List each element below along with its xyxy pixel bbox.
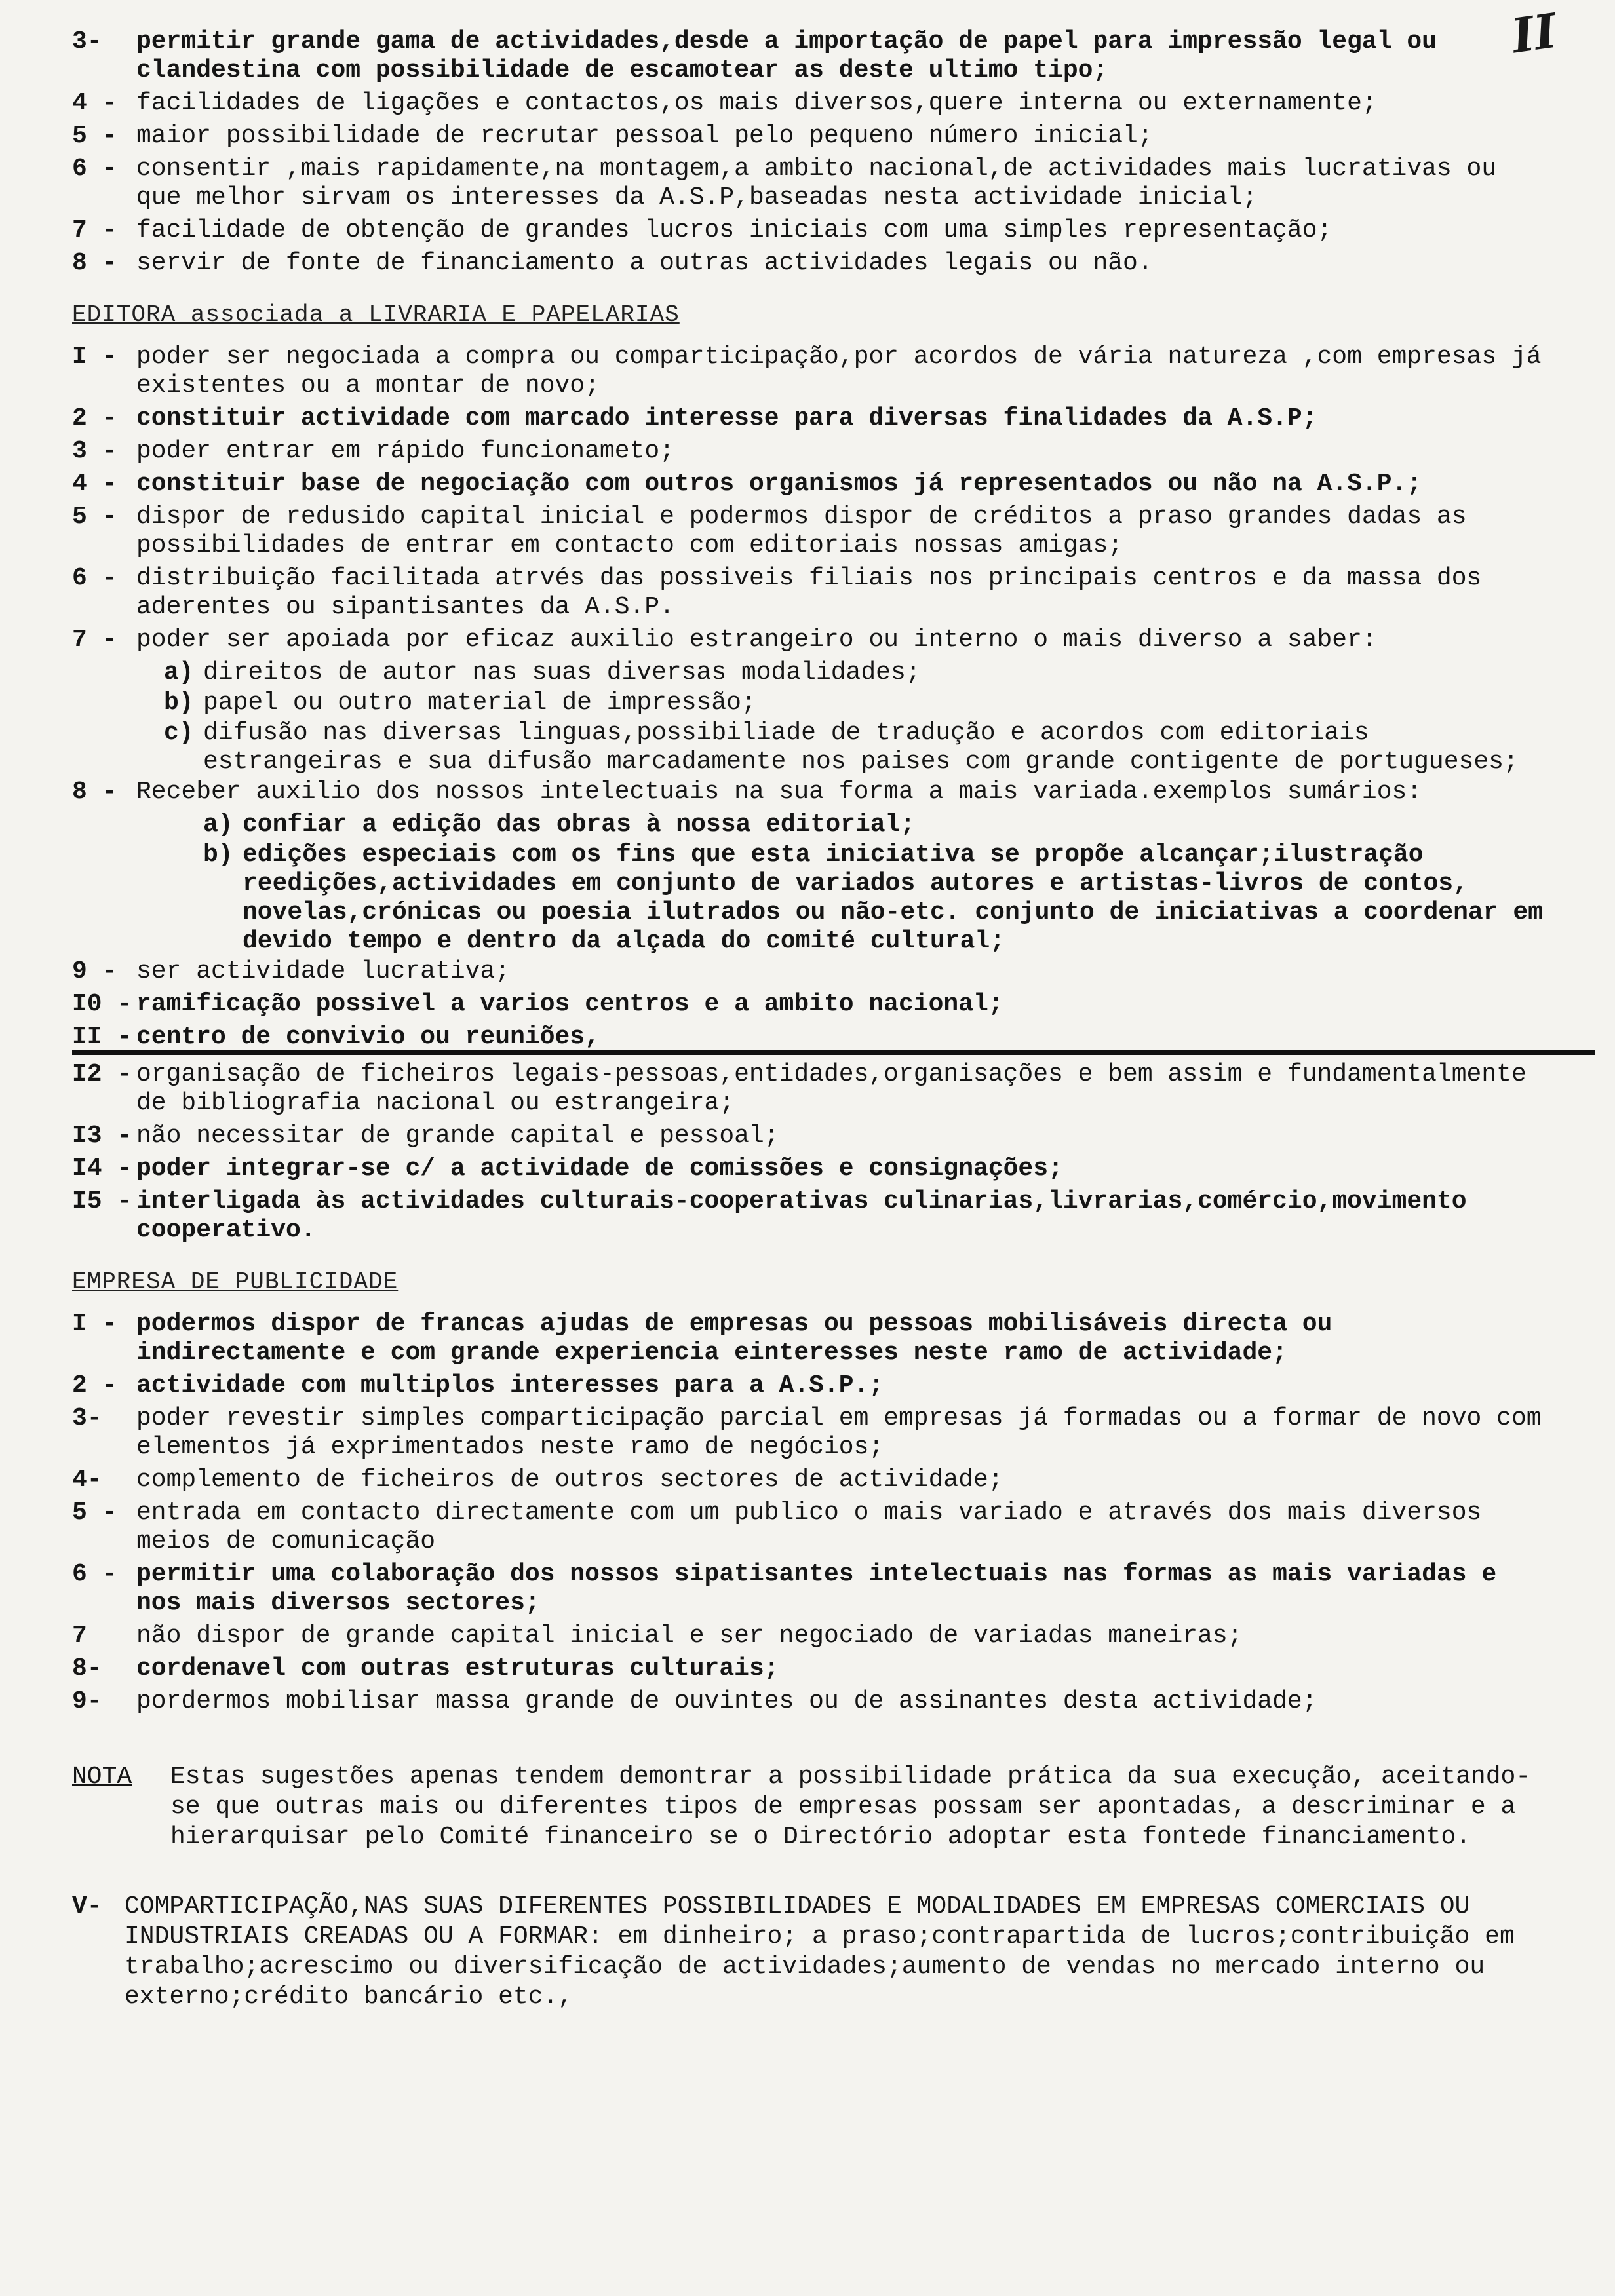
list-item: [72, 404, 1556, 433]
item-number: 8 -: [72, 249, 117, 277]
item-number: 6 -: [72, 564, 117, 592]
item-text: dispor de redusido capital inicial e podermos dispor de créditos a praso grandes dadas as possibilidades de entrar em contacto com editoriais nossas amigas;: [136, 503, 1467, 560]
list-item: [72, 1060, 1556, 1118]
list-item: [72, 1622, 1556, 1651]
item-number: 7 -: [72, 216, 117, 244]
nota-label: NOTA: [72, 1763, 132, 1791]
sub-text: difusão nas diversas linguas,possibiliade de tradução e acordos com editoriais estrangeiras e sua difusão marcadamente nos paises com grande contigente de portugueses;: [203, 719, 1519, 776]
item-text: distribuição facilitada atrvés das possiveis filiais nos principais centros e da massa dos aderentes ou sipantisantes da A.S.P.: [136, 564, 1482, 621]
list-item: [72, 1155, 1556, 1183]
list-item: [72, 1187, 1556, 1245]
list-item: [72, 1371, 1556, 1400]
list-item: [72, 1122, 1556, 1151]
item-number: 4 -: [72, 470, 117, 498]
item-number: 5 -: [72, 122, 117, 150]
item-number: I2 -: [72, 1060, 132, 1088]
item-number: I -: [72, 343, 117, 371]
item-text: pordermos mobilisar massa grande de ouvintes ou de assinantes desta actividade;: [136, 1687, 1317, 1715]
sub-label: b): [164, 689, 194, 717]
item-text: podermos dispor de francas ajudas de empresas ou pessoas mobilisáveis directa ou indirectamente e com grande experiencia einteresses neste ramo de actividade;: [136, 1310, 1333, 1367]
list-item: [72, 249, 1556, 278]
item-number: 9 -: [72, 957, 117, 985]
list-item: [72, 778, 1556, 807]
item-text: não dispor de grande capital inicial e ser negociado de variadas maneiras;: [136, 1622, 1243, 1650]
item-number: II -: [72, 1023, 132, 1051]
item-text: permitir grande gama de actividades,desde a importação de papel para impressão legal ou clandestina com possibilidade de escamotear as deste ultimo tipo;: [136, 28, 1437, 85]
list-item: [72, 564, 1556, 622]
list-item: [72, 122, 1556, 151]
list-item: [72, 503, 1556, 560]
sub-label: b): [203, 841, 233, 869]
publicidade-section: [72, 1269, 1556, 1716]
list-item: [72, 1310, 1556, 1368]
item-text: Receber auxilio dos nossos intelectuais na sua forma a mais variada.exemplos sumários:: [136, 778, 1422, 806]
item-number: 4 -: [72, 89, 117, 117]
list-item: [72, 1560, 1556, 1618]
item-number: 3-: [72, 1404, 102, 1432]
item-text: servir de fonte de financiamento a outras actividades legais ou não.: [136, 249, 1153, 277]
item-text: complemento de ficheiros de outros sectores de actividade;: [136, 1466, 1003, 1494]
sub-item: [72, 659, 1556, 687]
page-marker: II: [1508, 2, 1560, 64]
section-v-text: COMPARTICIPAÇÃO,NAS SUAS DIFERENTES POSSIBILIDADES E MODALIDADES EM EMPRESAS COMERCIAIS OU INDUSTRIAIS CREADAS OU A FORMAR: em dinheiro; a praso;contrapartida de lucros;contribuição em trabalho;acrescimo ou diversificação de actividades;aumento de vendas no mercado interno ou externo;crédito bancário etc.,: [125, 1892, 1515, 2011]
item-number: 3 -: [72, 437, 117, 465]
list-item: [72, 957, 1556, 986]
item-text: poder integrar-se c/ a actividade de comissões e consignações;: [136, 1155, 1063, 1183]
item-number: 3-: [72, 28, 102, 56]
item-text: poder ser apoiada por eficaz auxilio estrangeiro ou interno o mais diverso a saber:: [136, 626, 1377, 654]
item-text: constituir base de negociação com outros organismos já representados ou não na A.S.P.;: [136, 470, 1422, 498]
item-text: facilidades de ligações e contactos,os mais diversos,quere interna ou externamente;: [136, 89, 1377, 117]
sub-item: [72, 689, 1556, 718]
section-v-label: V-: [72, 1892, 102, 1921]
item-number: 9-: [72, 1687, 102, 1715]
item-text: ramificação possivel a varios centros e a ambito nacional;: [136, 990, 1003, 1018]
item-number: I0 -: [72, 990, 132, 1018]
item-number: 4-: [72, 1466, 102, 1494]
item-text: organisação de ficheiros legais-pessoas,entidades,organisações e bem assim e fundamentalmente de bibliografia nacional ou estrangeira;: [136, 1060, 1527, 1117]
list-item: [72, 155, 1556, 212]
item-number: 5 -: [72, 503, 117, 531]
nota-text: Estas sugestões apenas tendem demontrar a possibilidade prática da sua execução, aceitando-se que outras mais ou diferentes tipos de empresas possam ser apontadas, a descriminar e a hierarquisar pelo Comité financeiro se o Directório adoptar esta fontede financiamento.: [170, 1763, 1531, 1851]
list-item: [72, 437, 1556, 466]
item-number: I5 -: [72, 1187, 132, 1215]
list-item: [72, 1023, 1556, 1052]
list-item: [72, 28, 1556, 85]
sub-text: direitos de autor nas suas diversas modalidades;: [203, 659, 921, 687]
item-number: 2 -: [72, 1371, 117, 1400]
list-item: [72, 990, 1556, 1019]
sub-text: confiar a edição das obras à nossa editorial;: [243, 811, 916, 839]
list-item: [72, 89, 1556, 118]
item-text: poder ser negociada a compra ou comparticipação,por acordos de vária natureza ,com empresas já existentes ou a montar de novo;: [136, 343, 1542, 400]
item-text: não necessitar de grande capital e pessoal;: [136, 1122, 779, 1150]
section-heading: EMPRESA DE PUBLICIDADE: [72, 1269, 399, 1295]
item-text: constituir actividade com marcado interesse para diversas finalidades da A.S.P;: [136, 404, 1317, 432]
item-text: actividade com multiplos interesses para a A.S.P.;: [136, 1371, 884, 1400]
sub-text: papel ou outro material de impressão;: [203, 689, 756, 717]
list-item: [72, 343, 1556, 400]
item-text: cordenavel com outras estruturas culturais;: [136, 1655, 779, 1683]
divider-line: [72, 1050, 1595, 1055]
sub-text: edições especiais com os fins que esta iniciativa se propõe alcançar;ilustração reedições,actividades em conjunto de variados autores e artistas-livros de contos, novelas,crónicas ou poesia ilutrados ou não-etc. conjunto de iniciativas a coordenar em devido tempo e dentro da alçada do comité cultural;: [243, 841, 1543, 955]
sub-item: [72, 719, 1556, 776]
item-number: 7 -: [72, 626, 117, 654]
intro-list: [72, 28, 1556, 278]
item-text: entrada em contacto directamente com um publico o mais variado e através dos mais diversos meios de comunicação: [136, 1499, 1482, 1556]
item-number: 6 -: [72, 155, 117, 183]
item-number: 5 -: [72, 1499, 117, 1527]
item-text: interligada às actividades culturais-cooperativas culinarias,livrarias,comércio,movimento cooperativo.: [136, 1187, 1467, 1244]
list-item: [72, 1499, 1556, 1556]
nota-block: [72, 1762, 1556, 1852]
list-item: [72, 470, 1556, 499]
item-text: poder revestir simples comparticipação parcial em empresas já formadas ou a formar de novo com elementos já exprimentados neste ramo de negócios;: [136, 1404, 1542, 1461]
section-heading: EDITORA associada a LIVRARIA E PAPELARIAS: [72, 301, 680, 328]
item-number: I4 -: [72, 1155, 132, 1183]
item-text: poder entrar em rápido funcionameto;: [136, 437, 674, 465]
item-number: I3 -: [72, 1122, 132, 1150]
list-item: [72, 1404, 1556, 1462]
list-item: [72, 1466, 1556, 1495]
sub-label: a): [203, 811, 233, 839]
list-item: [72, 1655, 1556, 1683]
list-item: [72, 216, 1556, 245]
item-number: I -: [72, 1310, 117, 1338]
item-number: 6 -: [72, 1560, 117, 1588]
item-text: centro de convivio ou reuniões,: [136, 1023, 600, 1051]
sub-item: [72, 811, 1556, 839]
item-number: 8 -: [72, 778, 117, 806]
sub-item: [72, 841, 1556, 956]
item-text: facilidade de obtenção de grandes lucros iniciais com uma simples representação;: [136, 216, 1333, 244]
editora-section: [72, 301, 1556, 1245]
item-number: 8-: [72, 1655, 102, 1683]
list-item: [72, 1687, 1556, 1716]
item-number: 2 -: [72, 404, 117, 432]
item-number: 7: [72, 1622, 87, 1650]
sub-label: a): [164, 659, 194, 687]
section-v: [72, 1892, 1556, 2012]
item-text: consentir ,mais rapidamente,na montagem,a ambito nacional,de actividades mais lucrativas ou que melhor sirvam os interesses da A.S.P,baseadas nesta actividade inicial;: [136, 155, 1497, 212]
item-text: ser actividade lucrativa;: [136, 957, 511, 985]
item-text: permitir uma colaboração dos nossos sipatisantes intelectuais nas formas as mais variadas e nos mais diversos sectores;: [136, 1560, 1497, 1617]
sub-label: c): [164, 719, 194, 747]
item-text: maior possibilidade de recrutar pessoal pelo pequeno número inicial;: [136, 122, 1153, 150]
list-item: [72, 626, 1556, 655]
